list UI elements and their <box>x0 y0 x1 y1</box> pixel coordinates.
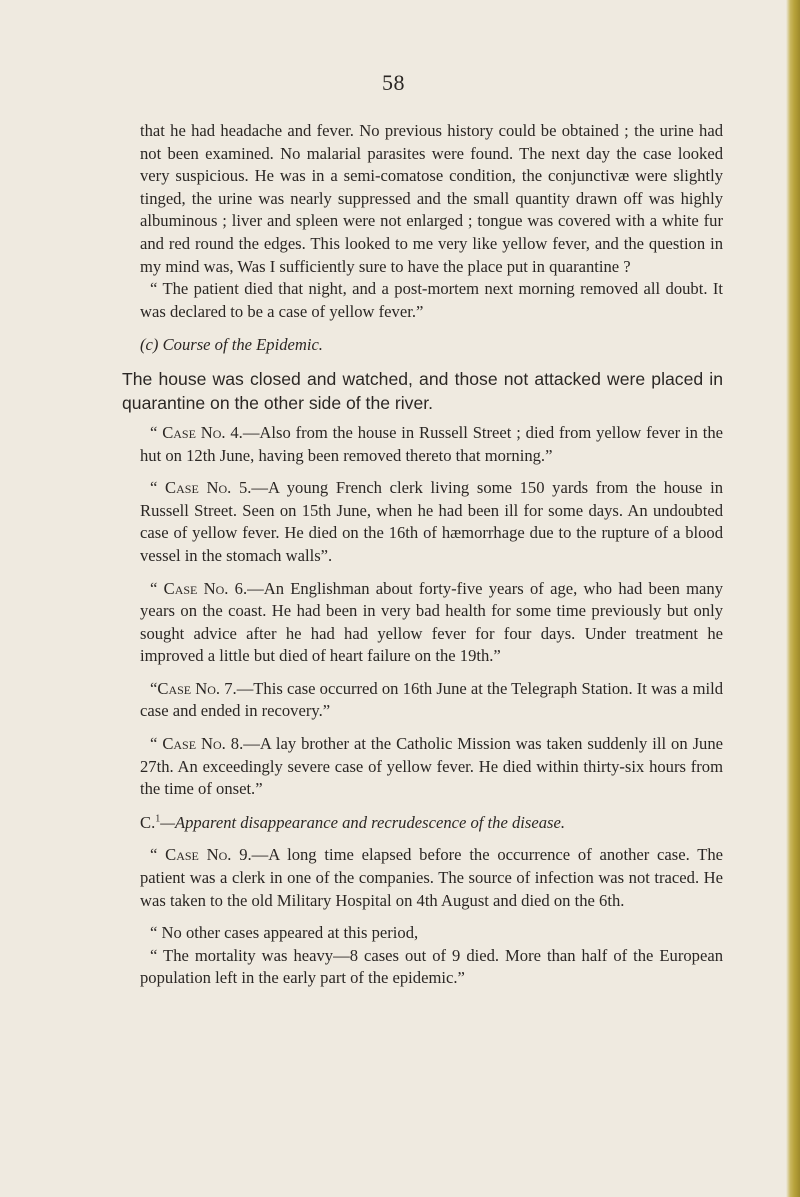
paragraph-house-closed: The house was closed and watched, and those not attacked were placed in quarantine on the other side of the river. <box>122 368 723 414</box>
case-6-text: —An Englishman about forty-five years of age, who had been many years on the coast. He had been in very bad health for some time previously but only sought advice after he had had yellow fever for four days. Under treatment he improved a little but died of heart failure on the 19th.” <box>140 578 723 666</box>
case-4-text: —Also from the house in Russell Street ; died from yellow fever in the hut on 12th June, having been removed thereto that morning.” <box>140 422 723 465</box>
paragraph-patient-died: “ The patient died that night, and a post-mortem next morning removed all doubt. It was declared to be a case of yellow fever.” <box>140 279 723 321</box>
section-c-title: —Apparent disappearance and recrudescence of the disease. <box>160 812 565 832</box>
case-6-entry <box>140 578 723 668</box>
paragraph-no-other-cases: “ No other cases appeared at this period, <box>150 923 419 943</box>
section-heading-course <box>140 334 723 357</box>
section-c-label: C. <box>140 812 156 832</box>
case-7-open-quote: “ <box>150 678 158 698</box>
case-8-entry <box>140 733 723 801</box>
section-heading-recrudescence <box>140 812 723 835</box>
paragraph-headache: that he had headache and fever. No previous history could be obtained ; the urine had not been examined. No malarial parasites were found. The next day the case looked very suspicious. He was in a semi-comatose condition, the conjunctivæ were slightly tinged, the urine was nearly suppressed and the small quantity drawn off was highly albuminous ; liver and spleen were not enlarged ; tongue was covered with a white fur and red round the edges. This looked to me very like yellow fever, and the question in my mind was, Was I sufficiently sure to have the place put in quarantine ? <box>140 121 723 276</box>
case-9-entry <box>140 844 723 912</box>
case-7-label: Case No. 7. <box>157 678 237 698</box>
case-8-text: —A lay brother at the Catholic Mission was taken suddenly ill on June 27th. An exceedingly severe case of yellow fever. He died within thirty-six hours from the time of onset.” <box>140 734 724 799</box>
case-6-label: Case No. 6. <box>163 578 248 598</box>
case-9-text: —A long time elapsed before the occurrence of another case. The patient was a clerk in one of the companies. The source of infection was not traced. He was taken to the old Military Hospital on 4th August and died on the 6th. <box>140 845 724 910</box>
footnote-marker: 1 <box>155 813 161 825</box>
case-5-entry <box>140 477 723 567</box>
case-5-text: —A young French clerk living some 150 yards from the house in Russell Street. Seen on 15th June, when he had been ill for some days. An undoubted case of yellow fever. He died on the 16th of hæmorrhage due to the rupture of a blood vessel in the stomach walls”. <box>140 478 723 565</box>
case-5-label: Case No. 5. <box>165 478 252 498</box>
case-5-open-quote: “ <box>150 478 166 498</box>
case-8-open-quote: “ <box>150 734 163 754</box>
case-9-open-quote: “ <box>150 845 166 865</box>
section-heading-title: Course of the Epidemic. <box>162 335 323 355</box>
paragraph-mortality: “ The mortality was heavy—8 cases out of 9 died. More than half of the European population left in the early part of the epidemic.” <box>140 945 723 988</box>
case-6-open-quote: “ <box>150 578 164 598</box>
case-7-text: —This case occurred on 16th June at the Telegraph Station. It was a mild case and ended in recovery.” <box>140 678 724 721</box>
case-8-label: Case No. 8. <box>162 734 244 754</box>
page-body <box>122 120 724 990</box>
case-4-open-quote: “ <box>150 422 163 442</box>
section-heading-label: (c) <box>140 335 159 355</box>
case-4-entry <box>140 422 723 467</box>
page-edge <box>786 0 800 1197</box>
case-4-label: Case No. 4. <box>162 422 243 442</box>
case-7-entry <box>140 678 723 723</box>
page-number: 58 <box>382 70 405 95</box>
case-9-label: Case No. 9. <box>165 845 252 865</box>
